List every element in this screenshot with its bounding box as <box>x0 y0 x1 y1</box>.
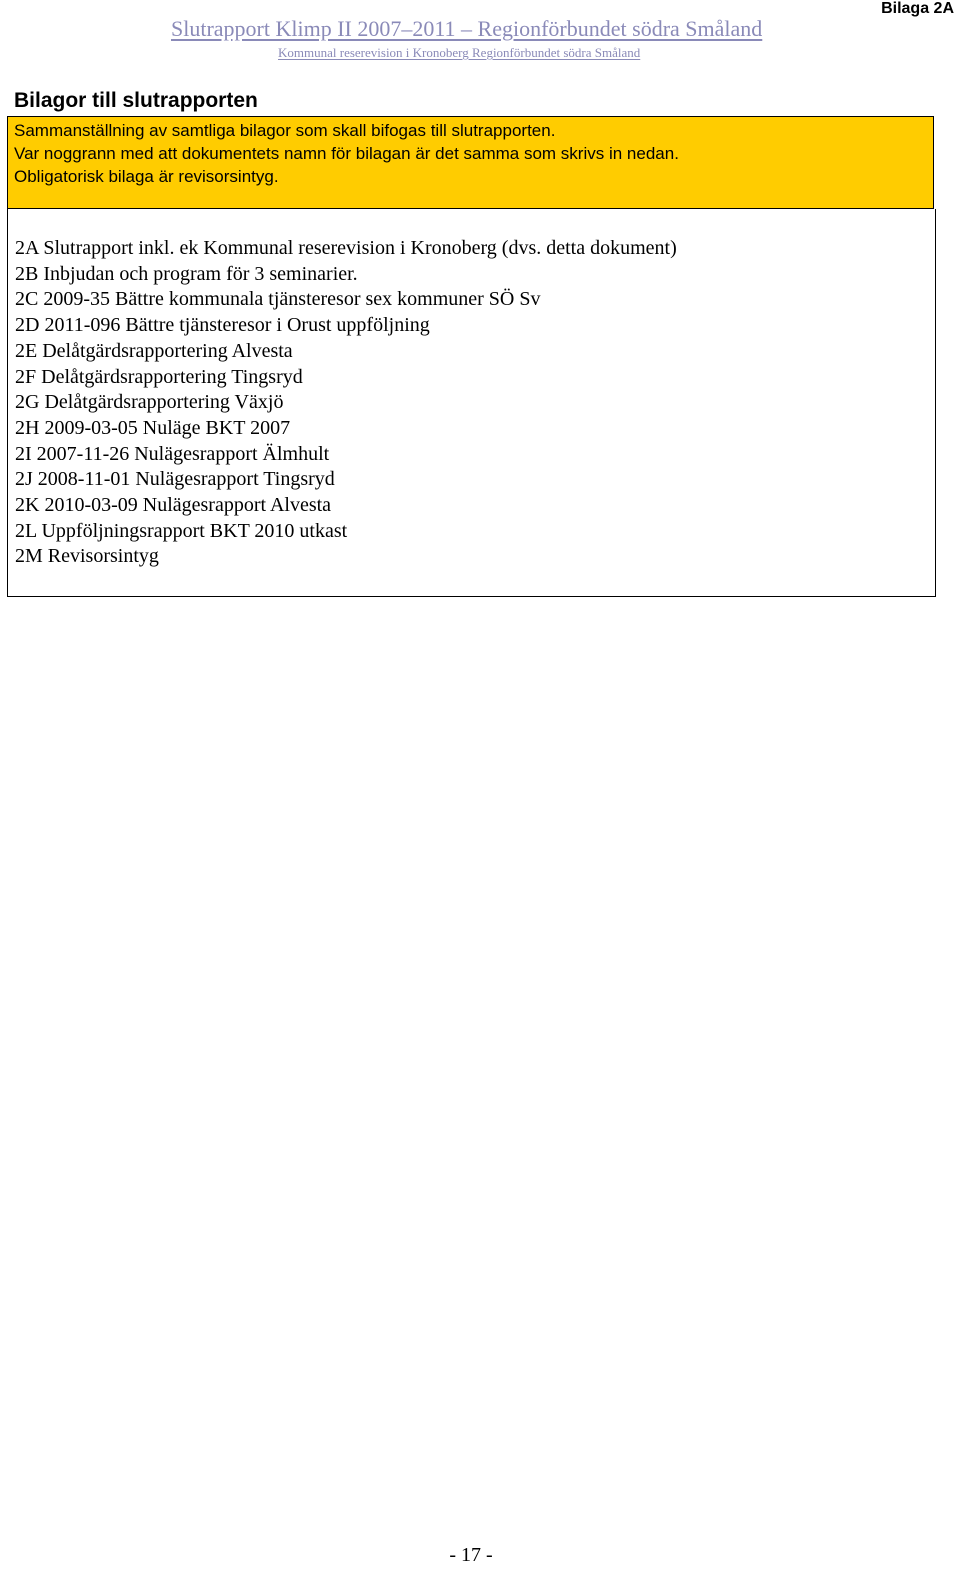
document-header-title: Slutrapport Klimp II 2007–2011 – Regionförbundet södra Småland <box>171 16 763 41</box>
attachment-item: 2C 2009-35 Bättre kommunala tjänsteresor sex kommuner SÖ Sv <box>15 288 541 311</box>
attachment-item: 2K 2010-03-09 Nulägesrapport Alvesta <box>15 494 332 517</box>
bilaga-tag: Bilaga 2A <box>881 0 954 17</box>
attachment-item: 2A Slutrapport inkl. ek Kommunal reserevision i Kronoberg (dvs. detta dokument) <box>15 237 677 259</box>
attachment-item: 2F Delåtgärdsrapportering Tingsryd <box>15 365 303 388</box>
instruction-line: Obligatorisk bilaga är revisorsintyg. <box>14 167 279 186</box>
attachment-item: 2H 2009-03-05 Nuläge BKT 2007 <box>15 416 291 439</box>
attachment-item: 2M Revisorsintyg <box>15 545 159 568</box>
attachment-item: 2B Inbjudan och program för 3 seminarier. <box>15 262 358 285</box>
attachment-item: 2D 2011-096 Bättre tjänsteresor i Orust uppföljning <box>15 314 430 337</box>
instruction-line: Var noggrann med att dokumentets namn för bilagan är det samma som skrivs in nedan. <box>14 144 679 163</box>
attachment-item: 2I 2007-11-26 Nulägesrapport Älmhult <box>15 442 330 465</box>
page-number: - 17 - <box>449 1544 493 1566</box>
instructions-box <box>7 116 934 209</box>
section-heading: Bilagor till slutrapporten <box>14 89 258 112</box>
attachment-item: 2L Uppföljningsrapport BKT 2010 utkast <box>15 519 348 542</box>
instruction-line: Sammanställning av samtliga bilagor som skall bifogas till slutrapporten. <box>14 121 556 140</box>
attachment-list <box>7 209 936 597</box>
attachment-item: 2G Delåtgärdsrapportering Växjö <box>15 391 284 414</box>
attachment-item: 2J 2008-11-01 Nulägesrapport Tingsryd <box>15 468 335 491</box>
attachment-item: 2E Delåtgärdsrapportering Alvesta <box>15 339 293 362</box>
document-header-subtitle: Kommunal reserevision i Kronoberg Regionförbundet södra Småland <box>278 45 641 60</box>
